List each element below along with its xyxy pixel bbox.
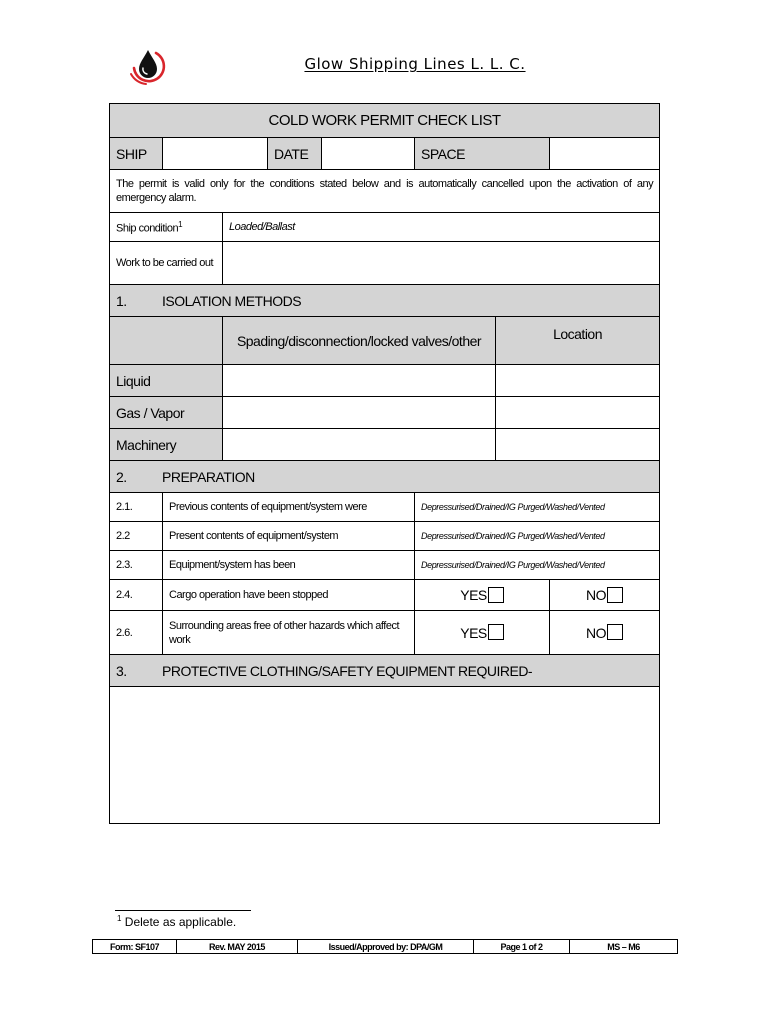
section-preparation: 2. PREPARATION <box>110 461 660 493</box>
prep-row-num: 2.2 <box>110 522 163 551</box>
isolation-header-method: Spading/disconnection/locked valves/other <box>223 317 496 365</box>
footer-issued-by: Issued/Approved by: DPA/GM <box>298 940 474 954</box>
prep-row-num: 2.3. <box>110 551 163 580</box>
yesno-row-text: Surrounding areas free of other hazards which affect work <box>163 611 415 655</box>
footnote-divider <box>115 910 251 911</box>
yesno-row-num: 2.4. <box>110 580 163 611</box>
footer-revision: Rev. MAY 2015 <box>177 940 298 954</box>
footer-doc-code: MS – M6 <box>570 940 678 954</box>
isolation-gas-location[interactable] <box>496 397 660 429</box>
prep-row-value[interactable]: Depressurised/Drained/IG Purged/Washed/Vented <box>415 493 660 522</box>
work-field[interactable] <box>223 242 660 285</box>
yes-option: YES <box>415 580 550 611</box>
yes-checkbox[interactable] <box>488 587 504 603</box>
isolation-machinery-location[interactable] <box>496 429 660 461</box>
prep-row-text: Present contents of equipment/system <box>163 522 415 551</box>
space-field[interactable] <box>550 138 660 170</box>
date-label: DATE <box>268 138 322 170</box>
no-option: NO <box>550 611 660 655</box>
prep-row-value[interactable]: Depressurised/Drained/IG Purged/Washed/Vented <box>415 522 660 551</box>
isolation-row-gas: Gas / Vapor <box>110 397 223 429</box>
no-checkbox[interactable] <box>607 624 623 640</box>
form-title: COLD WORK PERMIT CHECK LIST <box>110 104 660 138</box>
isolation-machinery-method[interactable] <box>223 429 496 461</box>
yes-checkbox[interactable] <box>488 624 504 640</box>
isolation-header-blank <box>110 317 223 365</box>
protective-equipment-field[interactable] <box>110 687 660 824</box>
isolation-liquid-method[interactable] <box>223 365 496 397</box>
validity-note: The permit is valid only for the conditions stated below and is automatically cancelled upon the activation of any emergency alarm. <box>110 170 660 213</box>
form-footer <box>92 939 678 954</box>
work-label: Work to be carried out <box>110 242 223 285</box>
isolation-header-location: Location <box>496 317 660 365</box>
ship-condition-label: Ship condition$^1$ <box>110 213 223 242</box>
company-name: Glow Shipping Lines L. L. C. <box>304 55 526 73</box>
prep-row-text: Equipment/system has been <box>163 551 415 580</box>
footer-form-code: Form: SF107 <box>93 940 177 954</box>
prep-row-text: Previous contents of equipment/system were <box>163 493 415 522</box>
yes-option: YES <box>415 611 550 655</box>
date-field[interactable] <box>322 138 415 170</box>
permit-form <box>109 103 660 824</box>
section-protective-clothing: 3. PROTECTIVE CLOTHING/SAFETY EQUIPMENT REQUIRED- <box>110 655 660 687</box>
yesno-row-num: 2.6. <box>110 611 163 655</box>
yesno-row-text: Cargo operation have been stopped <box>163 580 415 611</box>
prep-row-num: 2.1. <box>110 493 163 522</box>
ship-label: SHIP <box>110 138 163 170</box>
ship-condition-value[interactable]: Loaded/Ballast <box>223 213 660 242</box>
no-checkbox[interactable] <box>607 587 623 603</box>
ship-field[interactable] <box>163 138 268 170</box>
no-option: NO <box>550 580 660 611</box>
footnote: $^1$ Delete as applicable. <box>117 914 237 929</box>
space-label: SPACE <box>415 138 550 170</box>
prep-row-value[interactable]: Depressurised/Drained/IG Purged/Washed/Vented <box>415 551 660 580</box>
isolation-row-liquid: Liquid <box>110 365 223 397</box>
footer-page-number: Page 1 of 2 <box>474 940 570 954</box>
isolation-gas-method[interactable] <box>223 397 496 429</box>
isolation-liquid-location[interactable] <box>496 365 660 397</box>
section-isolation-methods: 1. ISOLATION METHODS <box>110 285 660 317</box>
isolation-row-machinery: Machinery <box>110 429 223 461</box>
